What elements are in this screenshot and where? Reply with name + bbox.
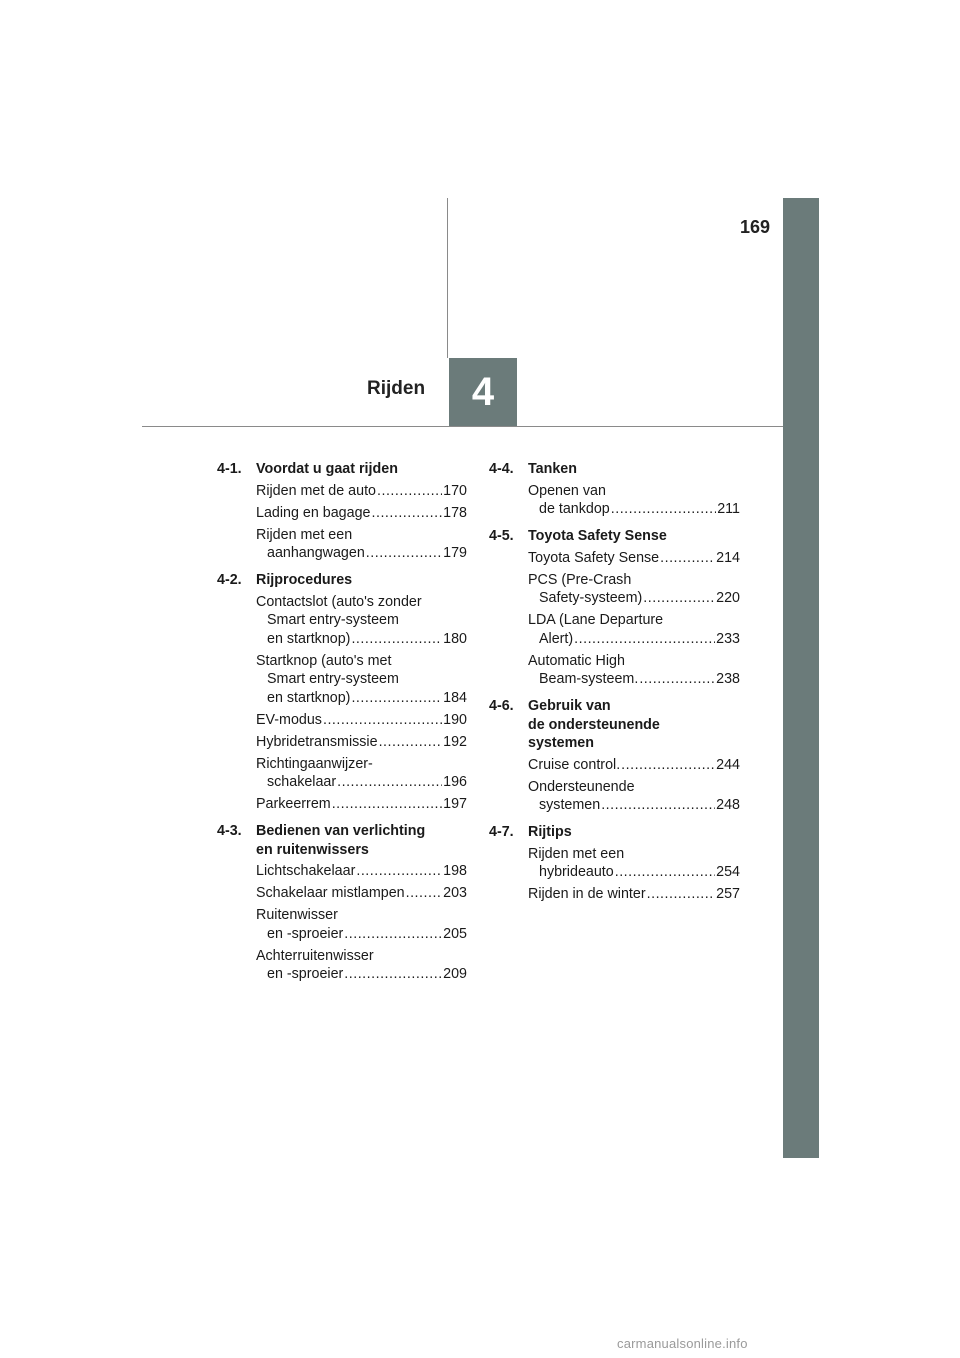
toc-section-heading — [217, 822, 467, 859]
toc-entry[interactable] — [256, 755, 467, 792]
section-title — [256, 571, 467, 590]
entry-line — [528, 885, 740, 904]
entry-line: Openen van — [528, 482, 606, 499]
entry-text — [256, 884, 467, 903]
section-number: 4-4. — [489, 461, 514, 477]
entry-line — [256, 689, 467, 708]
section-title-line: Voordat u gaat rijden — [256, 461, 398, 477]
section-number: 4-7. — [489, 824, 514, 840]
toc-entry[interactable] — [256, 906, 467, 943]
toc-entry[interactable] — [256, 526, 467, 563]
entry-line — [528, 630, 740, 649]
entry-line — [256, 795, 467, 814]
dot-leader — [332, 795, 442, 814]
section-title-line: Gebruik van — [528, 698, 611, 714]
entry-page-number: 180 — [443, 630, 467, 647]
entry-text — [528, 845, 740, 882]
entry-line-text: en -sproeier — [267, 925, 344, 942]
horizontal-rule — [142, 426, 783, 427]
toc-entry[interactable] — [528, 756, 740, 775]
entry-line-text: Hybridetransmissie — [256, 733, 378, 750]
entry-line-text: en startknop) — [267, 630, 351, 647]
entry-text — [528, 549, 740, 568]
toc-section-heading — [217, 571, 467, 590]
entry-page-number: 211 — [717, 501, 740, 517]
section-title-line: Tanken — [528, 461, 577, 477]
dot-leader — [611, 500, 716, 519]
section-title-line: Rijtips — [528, 824, 572, 840]
toc-entry[interactable] — [528, 611, 740, 648]
entry-line-text: Toyota Safety Sense — [528, 549, 660, 566]
entry-page-number: 257 — [716, 886, 740, 902]
entry-line — [256, 504, 467, 523]
section-title — [528, 697, 740, 753]
toc-entry[interactable] — [528, 571, 740, 608]
section-title-line: de ondersteunende — [528, 716, 660, 733]
entry-line — [528, 863, 740, 882]
entry-text — [256, 482, 467, 501]
entry-line: Smart entry-systeem — [267, 671, 399, 687]
entry-page-number: 248 — [716, 797, 740, 813]
entry-line — [528, 796, 740, 815]
section-title — [256, 460, 467, 479]
entry-line-text: Parkeerrem — [256, 796, 331, 812]
section-title-line: en ruitenwissers — [256, 841, 369, 858]
entry-line: Startknop (auto's met — [256, 652, 392, 669]
chapter-number: 4 — [471, 369, 495, 414]
entry-page-number: 178 — [443, 504, 467, 521]
entry-text — [256, 504, 467, 523]
section-title-line: systemen — [528, 735, 594, 751]
toc-entry[interactable] — [256, 862, 467, 881]
entry-text — [528, 652, 740, 689]
entry-line-text: Lichtschakelaar — [256, 863, 356, 879]
entry-line-text: en startknop) — [267, 689, 351, 706]
entry-text — [256, 593, 467, 649]
toc-section-heading — [489, 460, 740, 479]
toc-section-heading — [217, 460, 467, 479]
toc-entry[interactable] — [256, 711, 467, 730]
toc-entry[interactable] — [256, 947, 467, 984]
entry-page-number: 220 — [716, 590, 740, 606]
dot-leader — [574, 630, 715, 649]
toc-entry[interactable] — [256, 482, 467, 501]
entry-text — [256, 795, 467, 814]
entry-page-number: 244 — [716, 756, 740, 773]
entry-line: Richtingaanwijzer- — [256, 755, 373, 772]
dot-leader — [323, 711, 442, 730]
entry-line-text: Schakelaar mistlampen — [256, 885, 405, 901]
entry-line — [528, 549, 740, 568]
toc-column-left — [217, 460, 467, 992]
dot-leader — [379, 733, 443, 752]
entry-line — [528, 756, 740, 775]
entry-line-text: Cruise control. — [528, 756, 621, 773]
entry-text — [528, 571, 740, 608]
toc-section-heading — [489, 823, 740, 842]
chapter-title: Rijden — [367, 378, 426, 399]
entry-line-text: Safety-systeem) — [539, 590, 643, 606]
entry-page-number: 197 — [443, 796, 467, 812]
entry-line — [256, 925, 467, 944]
entry-page-number: 170 — [443, 482, 467, 499]
entry-page-number: 192 — [443, 733, 467, 750]
dot-leader — [337, 773, 442, 792]
entry-line: Smart entry-systeem — [267, 612, 399, 628]
entry-line — [528, 670, 740, 689]
dot-leader — [406, 884, 443, 903]
section-title — [528, 460, 740, 479]
entry-page-number: 238 — [716, 671, 740, 687]
entry-line — [256, 862, 467, 881]
entry-page-number: 233 — [716, 630, 740, 647]
entry-line: LDA (Lane Departure — [528, 612, 664, 628]
chapter-side-tab — [783, 198, 819, 1158]
entry-text — [256, 862, 467, 881]
section-number: 4-2. — [217, 572, 242, 588]
entry-line-text: en -sproeier — [267, 966, 344, 982]
entry-page-number: 198 — [443, 863, 467, 879]
entry-text — [528, 778, 740, 815]
dot-leader — [647, 885, 716, 904]
dot-leader — [356, 862, 442, 881]
entry-line — [256, 711, 467, 730]
entry-text — [528, 885, 740, 904]
entry-line-text: Alert) — [539, 630, 574, 647]
entry-line: Ondersteunende — [528, 778, 635, 795]
toc-entry[interactable] — [256, 593, 467, 649]
entry-page-number: 196 — [443, 774, 467, 790]
entry-text — [256, 755, 467, 792]
dot-leader — [377, 482, 442, 501]
entry-line-text: Rijden in de winter — [528, 886, 646, 902]
dot-leader — [344, 965, 442, 984]
entry-text — [528, 756, 740, 775]
entry-line-text: schakelaar — [267, 774, 337, 790]
dot-leader — [372, 504, 443, 523]
chapter-number-box — [449, 358, 517, 426]
section-title — [528, 823, 740, 842]
entry-text — [256, 906, 467, 943]
entry-line: Rijden met een — [528, 845, 625, 862]
entry-page-number: 254 — [716, 864, 740, 880]
vertical-rule — [447, 198, 448, 358]
entry-page-number: 209 — [443, 966, 467, 982]
entry-text — [528, 482, 740, 519]
entry-line: PCS (Pre-Crash — [528, 571, 632, 588]
dot-leader — [643, 589, 715, 608]
entry-line: Automatic High — [528, 652, 625, 669]
entry-page-number: 179 — [443, 545, 467, 561]
dot-leader — [615, 863, 715, 882]
entry-text — [528, 611, 740, 648]
entry-page-number: 184 — [443, 689, 467, 706]
entry-line-text: Lading en bagage — [256, 504, 371, 521]
entry-line — [256, 630, 467, 649]
entry-line: Ruitenwisser — [256, 907, 338, 923]
dot-leader — [351, 630, 442, 649]
page-number: 169 — [740, 217, 771, 237]
entry-line — [256, 482, 467, 501]
toc-column-right — [489, 460, 740, 912]
entry-line: Rijden met een — [256, 526, 353, 543]
entry-line: Achterruitenwisser — [256, 947, 374, 964]
section-gap — [489, 907, 740, 912]
section-title-line: Rijprocedures — [256, 572, 353, 588]
section-title-line: Toyota Safety Sense — [528, 528, 667, 544]
entry-line-text: de tankdop — [539, 501, 610, 517]
toc-entry[interactable] — [256, 795, 467, 814]
toc-entry[interactable] — [528, 549, 740, 568]
section-number: 4-5. — [489, 528, 514, 544]
section-gap — [217, 987, 467, 992]
entry-text — [256, 526, 467, 563]
entry-text — [256, 947, 467, 984]
section-title — [256, 822, 467, 859]
watermark: carmanualsonline.info — [617, 1336, 748, 1351]
entry-text — [256, 733, 467, 752]
dot-leader — [639, 670, 715, 689]
section-title-line: Bedienen van verlichting — [256, 823, 426, 839]
toc-entry[interactable] — [528, 778, 740, 815]
section-number: 4-3. — [217, 823, 242, 839]
section-number: 4-6. — [489, 698, 514, 714]
section-number: 4-1. — [217, 461, 242, 477]
toc-entry[interactable] — [528, 845, 740, 882]
toc-entry[interactable] — [528, 652, 740, 689]
entry-line: Contactslot (auto's zonder — [256, 593, 422, 610]
section-title — [528, 527, 740, 546]
entry-line-text: systemen — [539, 797, 601, 813]
toc-entry[interactable] — [528, 482, 740, 519]
dot-leader — [351, 689, 442, 708]
dot-leader — [366, 544, 442, 563]
entry-page-number: 214 — [716, 549, 740, 566]
entry-line-text: hybrideauto — [539, 864, 614, 880]
entry-line — [528, 500, 740, 519]
entry-text — [256, 652, 467, 708]
dot-leader — [660, 549, 715, 568]
toc-entry[interactable] — [256, 884, 467, 903]
dot-leader — [621, 756, 715, 775]
entry-page-number: 190 — [443, 711, 467, 728]
toc-entry[interactable] — [256, 504, 467, 523]
entry-line-text: EV-modus — [256, 711, 322, 728]
toc-entry[interactable] — [528, 885, 740, 904]
entry-line — [256, 733, 467, 752]
dot-leader — [344, 925, 442, 944]
entry-line-text: Rijden met de auto — [256, 482, 377, 499]
toc-entry[interactable] — [256, 652, 467, 708]
entry-line — [256, 884, 467, 903]
toc-section-heading — [489, 697, 740, 753]
toc-entry[interactable] — [256, 733, 467, 752]
entry-line-text: aanhangwagen — [267, 545, 365, 561]
entry-line — [256, 965, 467, 984]
entry-line — [256, 544, 467, 563]
entry-text — [256, 711, 467, 730]
entry-line — [528, 589, 740, 608]
entry-line — [256, 773, 467, 792]
toc-section-heading — [489, 527, 740, 546]
dot-leader — [601, 796, 715, 815]
entry-line-text: Beam-systeem. — [539, 671, 639, 687]
entry-page-number: 203 — [443, 885, 467, 901]
entry-page-number: 205 — [443, 925, 467, 942]
